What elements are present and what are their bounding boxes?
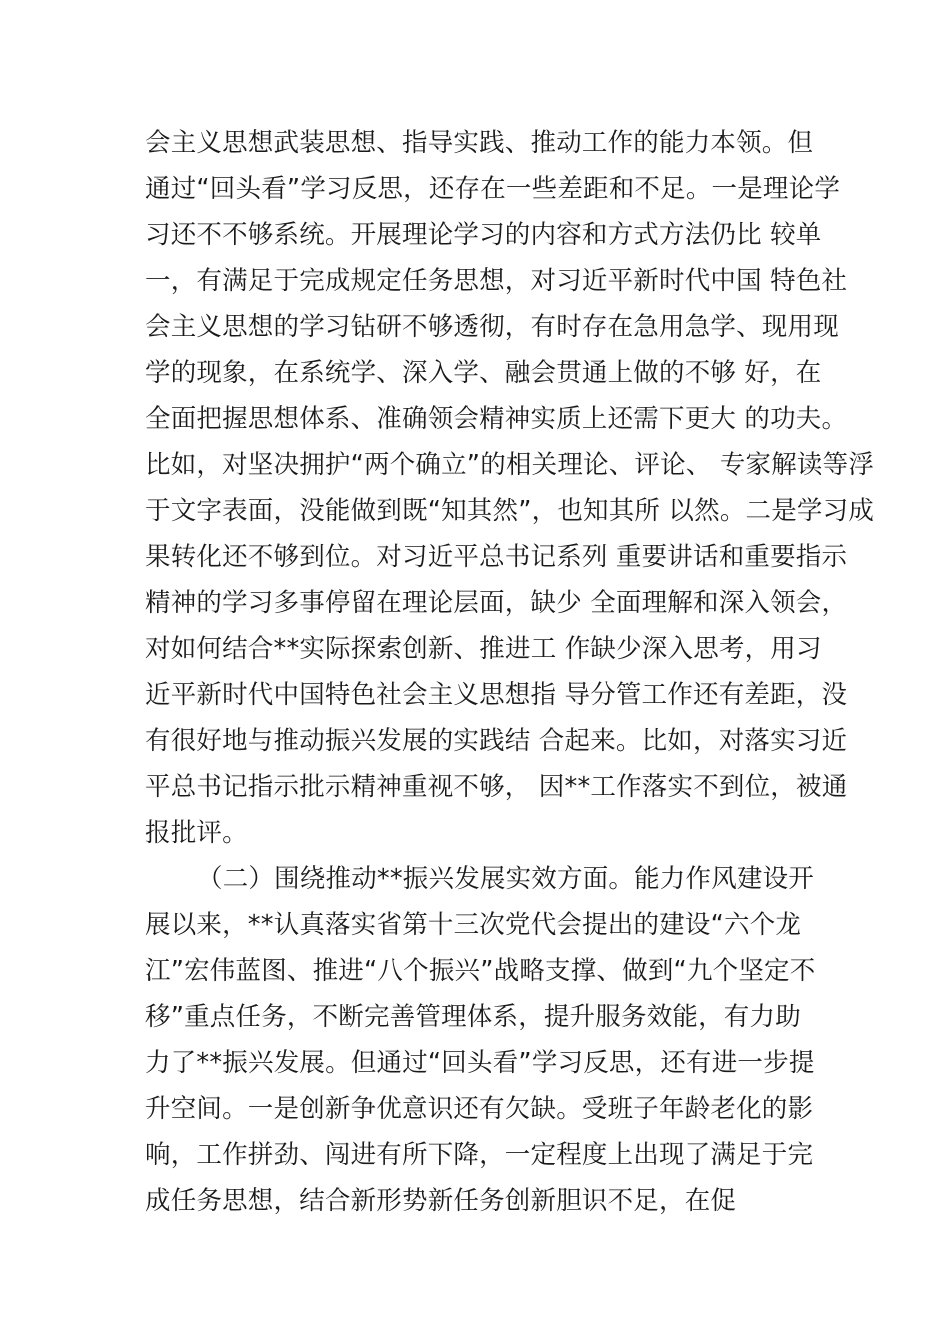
- section-heading-line: （二）围绕推动**振兴发展实效方面。能力作风建设开: [197, 864, 815, 894]
- text-line: 会主义思想的学习钻研不够透彻，有时存在急用急学、现用现: [145, 312, 839, 342]
- text-line: 一，有满足于完成规定任务思想，对习近平新时代中国 特色社: [145, 266, 848, 296]
- text-line: 平总书记指示批示精神重视不够， 因**工作落实不到位，被通: [145, 772, 848, 802]
- text-line: 于文字表面，没能做到既“知其然”，也知其所 以然。二是学习成: [145, 496, 875, 526]
- document-body: [145, 120, 875, 1224]
- text-line: 江”宏伟蓝图、推进“八个振兴”战略支撑、做到“九个坚定不: [145, 956, 816, 986]
- text-line: 对如何结合**实际探索创新、推进工 作缺少深入思考，用习: [145, 634, 822, 664]
- text-line: 报批评。: [145, 818, 248, 848]
- text-line: 通过“回头看”学习反思，还存在一些差距和不足。一是理论学: [145, 174, 841, 204]
- text-line: 比如，对坚决拥护“两个确立”的相关理论、评论、 专家解读等浮: [145, 450, 875, 480]
- text-line: 近平新时代中国特色社会主义思想指 导分管工作还有差距，没: [145, 680, 848, 710]
- text-line: 会主义思想武装思想、指导实践、推动工作的能力本领。但: [145, 128, 814, 158]
- text-line: 成任务思想，结合新形势新任务创新胆识不足，在促: [145, 1186, 737, 1216]
- text-line: 力了**振兴发展。但通过“回头看”学习反思，还有进一步提: [145, 1048, 815, 1078]
- text-line: 移”重点任务，不断完善管理体系，提升服务效能，有力助: [145, 1002, 801, 1032]
- text-line: 升空间。一是创新争优意识还有欠缺。受班子年龄老化的影: [145, 1094, 814, 1124]
- text-line: 有很好地与推动振兴发展的实践结 合起来。比如，对落实习近: [145, 726, 848, 756]
- text-line: 精神的学习多事停留在理论层面，缺少 全面理解和深入领会，: [145, 588, 848, 618]
- text-line: 果转化还不够到位。对习近平总书记系列 重要讲话和重要指示: [145, 542, 848, 572]
- text-line: 习还不不够系统。开展理论学习的内容和方式方法仍比 较单: [145, 220, 822, 250]
- text-line: 展以来，**认真落实省第十三次党代会提出的建设“六个龙: [145, 910, 802, 940]
- text-line: 全面把握思想体系、准确领会精神实质上还需下更大 的功夫。: [145, 404, 848, 434]
- text-line: 学的现象，在系统学、深入学、融会贯通上做的不够 好，在: [145, 358, 822, 388]
- text-line: 响，工作拼劲、闯进有所下降，一定程度上出现了满足于完: [145, 1140, 814, 1170]
